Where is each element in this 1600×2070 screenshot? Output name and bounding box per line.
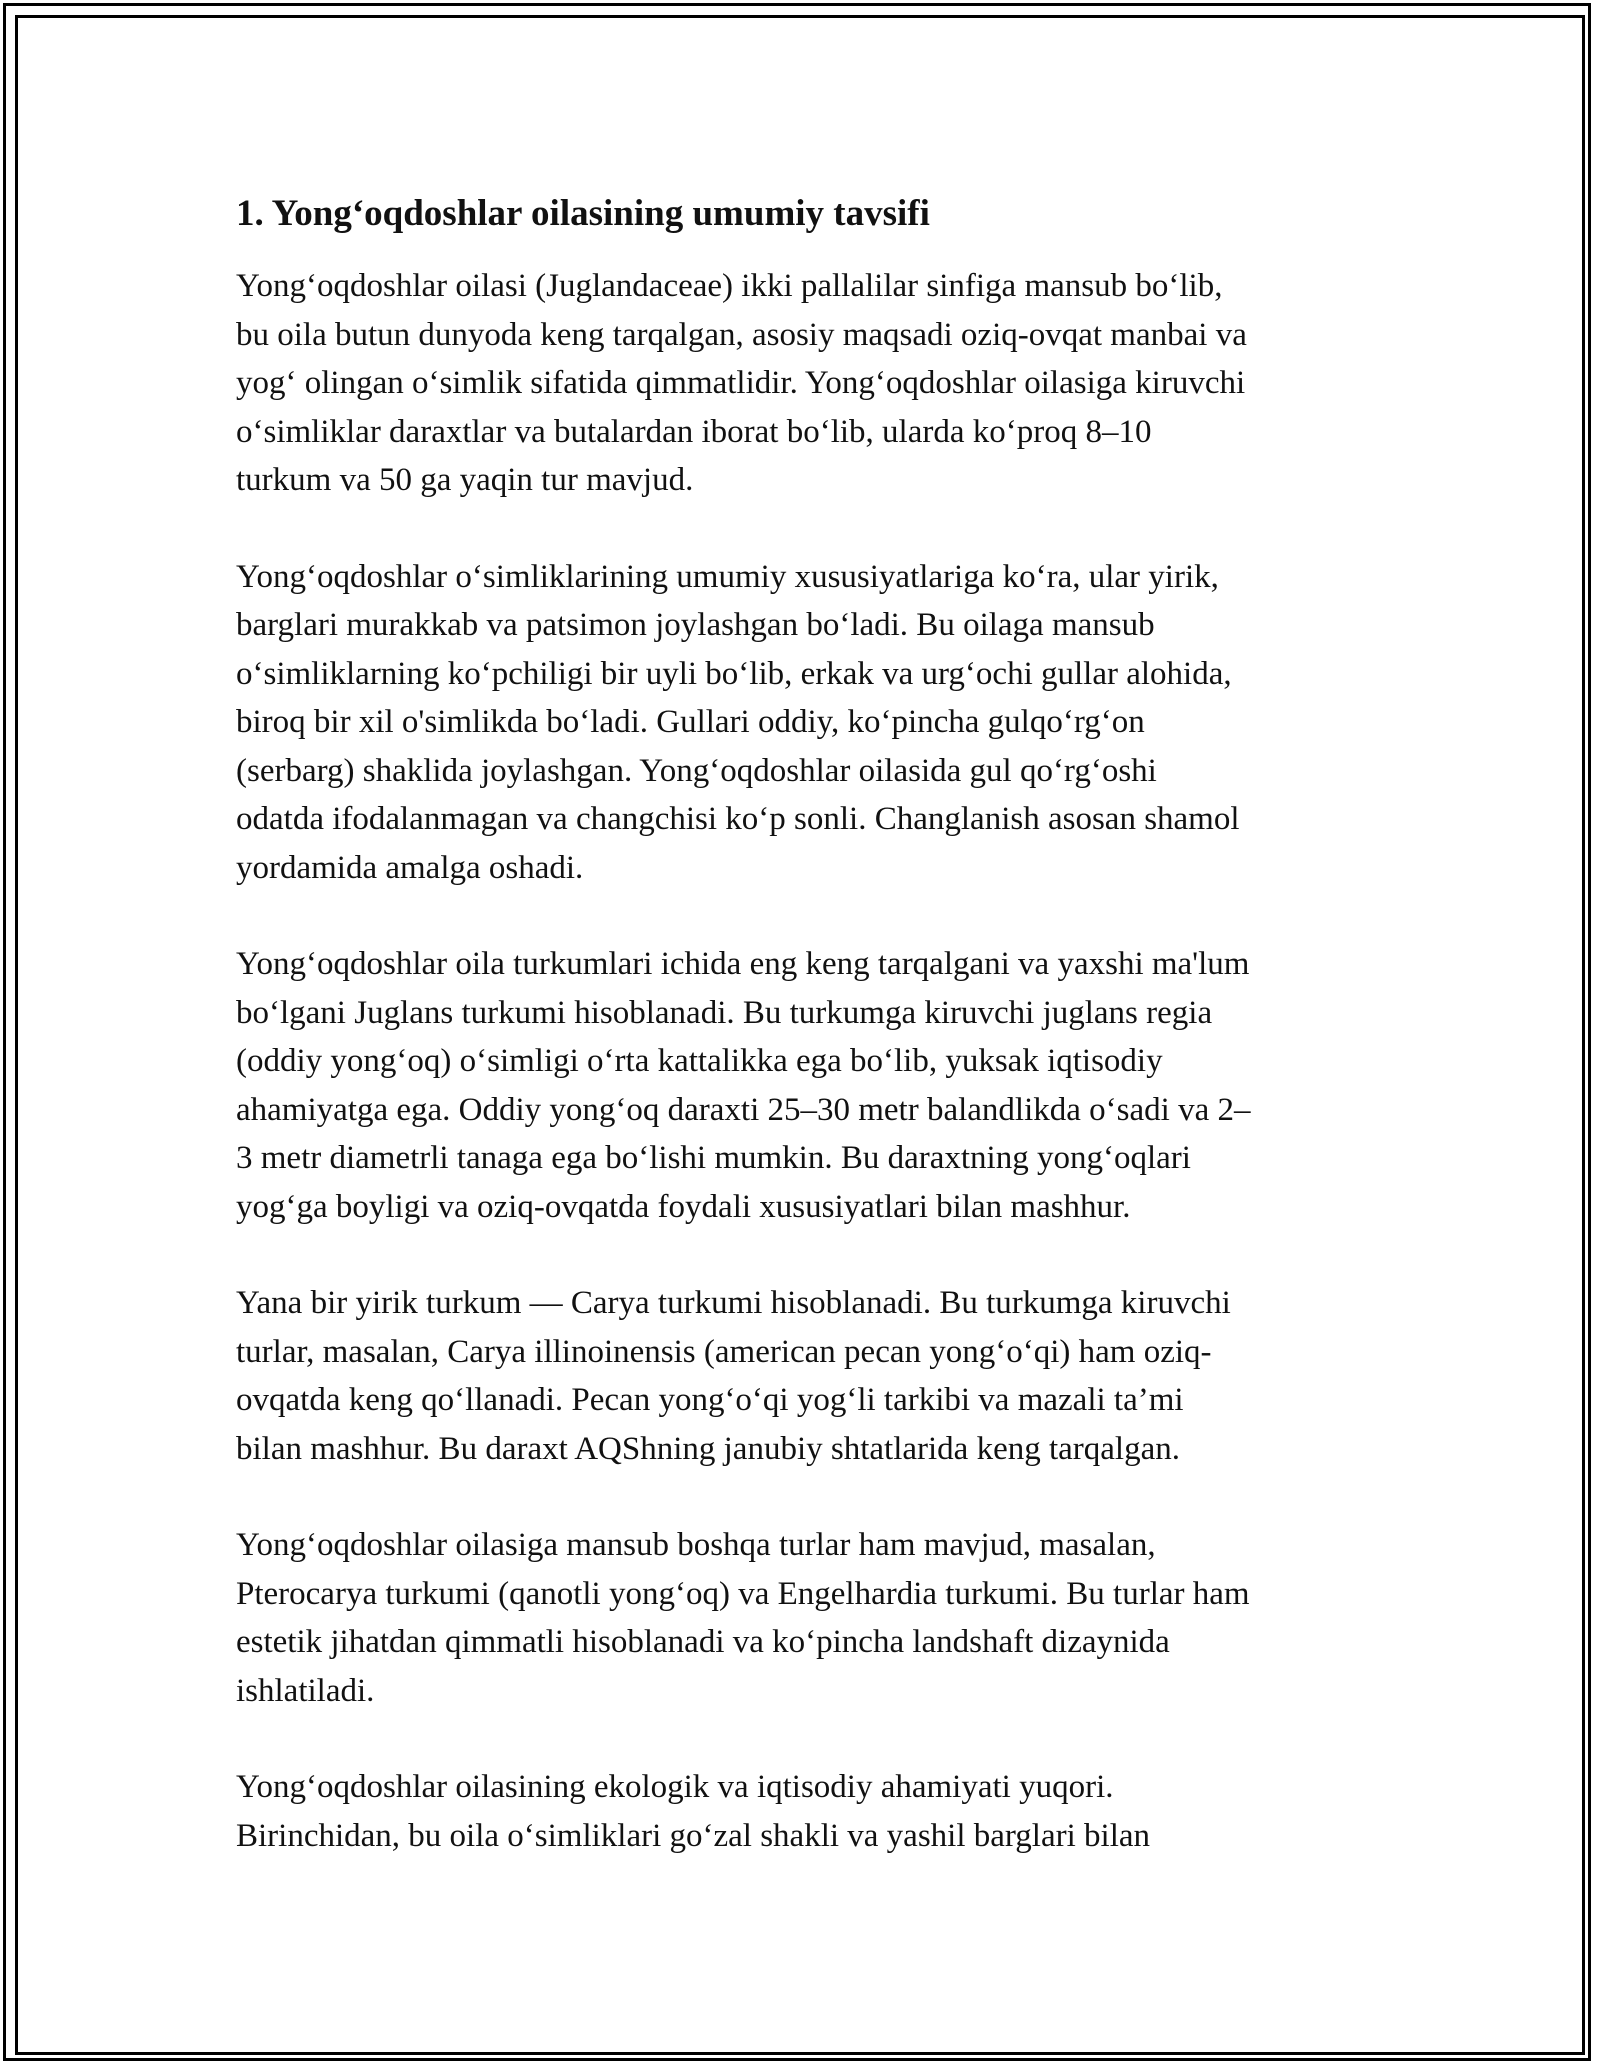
text-line: Birinchidan, bu oila o‘simliklari go‘zal shakli va yashil barglari bilan — [236, 1817, 1151, 1854]
text-line: yog‘ olingan o‘simlik sifatida qimmatlidir. Yong‘oqdoshlar oilasiga kiruvchi — [236, 365, 1246, 401]
paragraph-3 — [236, 940, 1371, 1231]
paragraph-6 — [236, 1763, 1371, 1860]
text-line: odatda ifodalanmagan va changchisi ko‘p sonli. Changlanish asosan shamol — [236, 801, 1240, 837]
paragraph-5 — [236, 1521, 1371, 1715]
text-line: barglari murakkab va patsimon joylashgan bo‘ladi. Bu oilaga mansub — [236, 607, 1155, 643]
text-line: o‘simliklar daraxtlar va butalardan iborat bo‘lib, ularda ko‘proq 8–10 — [236, 413, 1152, 450]
text-line: yog‘ga boyligi va oziq-ovqatda foydali xususiyatlari bilan mashhur. — [236, 1188, 1131, 1225]
text-line: Yong‘oqdoshlar oila turkumlari ichida eng keng tarqalgani va yaxshi ma'lum — [236, 946, 1250, 982]
text-line: o‘simliklarning ko‘pchiligi bir uyli bo‘lib, erkak va urg‘ochi gullar alohida, — [236, 655, 1232, 692]
text-line: Yong‘oqdoshlar oilasining ekologik va iqtisodiy ahamiyati yuqori. — [236, 1769, 1114, 1805]
text-line: Yana bir yirik turkum — Carya turkumi hisoblanadi. Bu turkumga kiruvchi — [236, 1285, 1231, 1321]
document-body — [236, 186, 1371, 1908]
text-line: yordamida amalga oshadi. — [236, 849, 584, 886]
text-line: biroq bir xil o'simlikda bo‘ladi. Gullari oddiy, ko‘pincha gulqo‘rg‘on — [236, 704, 1145, 740]
section-heading: 1. Yong‘oqdoshlar oilasining umumiy tavsifi — [236, 193, 930, 234]
text-line: estetik jihatdan qimmatli hisoblanadi va ko‘pincha landshaft dizaynida — [236, 1624, 1170, 1660]
text-line: Yong‘oqdoshlar oilasi (Juglandaceae) ikki pallalilar sinfiga mansub bo‘lib, — [236, 268, 1223, 304]
paragraph-4 — [236, 1279, 1371, 1473]
text-line: bo‘lgani Juglans turkumi hisoblanadi. Bu turkumga kiruvchi juglans regia — [236, 994, 1213, 1031]
text-line: ishlatiladi. — [236, 1672, 375, 1709]
text-line: bilan mashhur. Bu daraxt AQShning janubiy shtatlarida keng tarqalgan. — [236, 1430, 1180, 1467]
text-line: ovqatda keng qo‘llanadi. Pecan yong‘o‘qi yog‘li tarkibi va mazali ta’mi — [236, 1382, 1184, 1418]
text-line: bu oila butun dunyoda keng tarqalgan, asosiy maqsadi oziq-ovqat manbai va — [236, 316, 1247, 353]
text-line: turlar, masalan, Carya illinoinensis (american pecan yong‘o‘qi) ham oziq- — [236, 1333, 1212, 1370]
text-line: turkum va 50 ga yaqin tur mavjud. — [236, 462, 694, 498]
text-line: ahamiyatga ega. Oddiy yong‘oq daraxti 25–30 metr balandlikda o‘sadi va 2– — [236, 1091, 1251, 1128]
paragraph-2 — [236, 553, 1371, 893]
paragraph-1 — [236, 262, 1371, 505]
text-line: 3 metr diametrli tanaga ega bo‘lishi mumkin. Bu daraxtning yong‘oqlari — [236, 1140, 1191, 1176]
text-line: Yong‘oqdoshlar oilasiga mansub boshqa turlar ham mavjud, masalan, — [236, 1527, 1156, 1563]
text-line: Pterocarya turkumi (qanotli yong‘oq) va Engelhardia turkumi. Bu turlar ham — [236, 1575, 1250, 1612]
text-line: (serbarg) shaklida joylashgan. Yong‘oqdoshlar oilasida gul qo‘rg‘oshi — [236, 752, 1157, 789]
text-line: (oddiy yong‘oq) o‘simligi o‘rta kattalikka ega bo‘lib, yuksak iqtisodiy — [236, 1043, 1163, 1079]
text-line: Yong‘oqdoshlar o‘simliklarining umumiy xususiyatlariga ko‘ra, ular yirik, — [236, 558, 1219, 595]
